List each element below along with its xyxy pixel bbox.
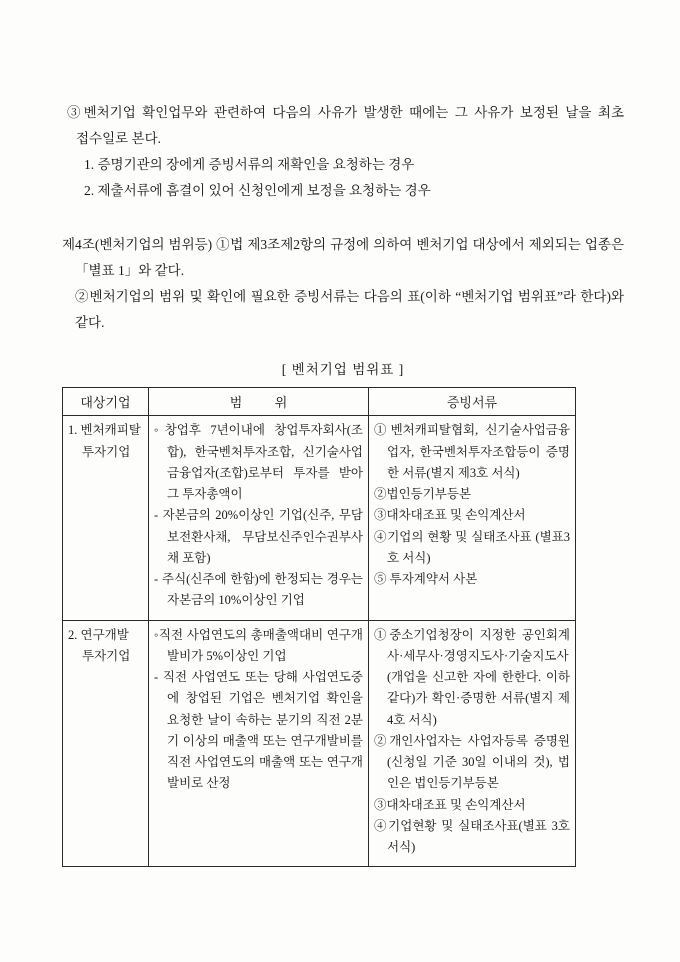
- evidence-item: ③대차대조표 및 손익계산서: [374, 797, 526, 812]
- target-company-label: 1. 벤처캐피탈 투자기업: [68, 423, 141, 459]
- table-title: [ 벤처기업 범위표 ]: [281, 362, 405, 378]
- evidence-cell: [369, 620, 576, 867]
- venture-scope-table: [62, 387, 576, 867]
- table-row-rnd-investment: [63, 620, 576, 867]
- evidence-cell: [369, 416, 576, 620]
- target-company-cell: [63, 416, 149, 620]
- header-scope: 범 위: [149, 388, 369, 416]
- scope-item: - 직전 사업연도 또는 당해 사업연도중에 창업된 기업은 벤처기업 확인을 요청한 날이 속하는 분기의 직전 2분기 이상의 매출액 또는 연구개발비를 직전 사업연도의 매출액 또는 연구개발비로 산정: [154, 670, 363, 791]
- evidence-item: ①중소기업청장이 지정한 공인회계사·세무사·경영지도사·기술지도사(개업을 신고한 자에 한한다. 이하 같다)가 확인·증명한 서류(별지 제4호 서식): [374, 627, 570, 727]
- clause-3-item-1: 1. 증명기관의 장에게 증빙서류의 재확인을 요청하는 경우: [84, 157, 415, 173]
- evidence-item: ⑤ 투자계약서 사본: [374, 572, 478, 587]
- evidence-item: ③대차대조표 및 손익계산서: [374, 508, 526, 523]
- clause-3-item-2: 2. 제출서류에 흠결이 있어 신청인에게 보정을 요청하는 경우: [84, 183, 431, 199]
- header-evidence: 증빙서류: [369, 388, 576, 416]
- article-4-clause-1: 제4조(벤처기업의 범위등) ①법 제3조제2항의 규정에 의하여 벤처기업 대상에서 제외되는 업종은 「별표 1」와 같다.: [62, 237, 624, 279]
- evidence-item: ④기업의 현황 및 실태조사표 (별표3호 서식): [374, 529, 570, 565]
- header-target-company: 대상기업: [63, 388, 149, 416]
- scope-item: - 주식(신주에 한함)에 한정되는 경우는 자본금의 10%이상인 기업: [154, 572, 363, 608]
- clause-3-paragraph: ③벤처기업 확인업무와 관련하여 다음의 사유가 발생한 때에는 그 사유가 보정된 날을 최초 접수일로 본다.: [67, 105, 624, 147]
- table-row-venture-capital: [63, 416, 576, 620]
- scope-item: ◦창업후 7년이내에 창업투자회사(조합), 한국벤처투자조합, 신기술사업금융업자(조합)로부터 투자를 받아 그 투자총액이: [154, 423, 363, 502]
- target-company-cell: [63, 620, 149, 867]
- article-4-clause-2: ②벤처기업의 범위 및 확인에 필요한 증빙서류는 다음의 표(이하 “벤처기업 범위표”라 한다)와 같다.: [75, 289, 624, 331]
- scope-cell: [149, 620, 369, 867]
- evidence-item: ②법인등기부등본: [374, 487, 472, 502]
- evidence-item: ①벤처캐피탈협회, 신기술사업금융업자, 한국벤처투자조합등이 증명한 서류(별지 제3호 서식): [374, 423, 570, 480]
- scope-item: - 자본금의 20%이상인 기업(신주, 무담보전환사채, 무담보신주인수권부사채 포함): [154, 508, 363, 565]
- scope-cell: [149, 416, 369, 620]
- target-company-label: 2. 연구개발 투자기업: [68, 627, 131, 663]
- evidence-item: ④기업현황 및 실태조사표(별표 3호 서식): [374, 818, 570, 855]
- scope-item: ◦직전 사업연도의 총매출액대비 연구개발비가 5%이상인 기업: [154, 627, 363, 663]
- table-header-row: [63, 388, 576, 416]
- evidence-item: ②개인사업자는 사업자등록 증명원(신청일 기준 30일 이내의 것), 법인은 법인등기부등본: [374, 733, 570, 791]
